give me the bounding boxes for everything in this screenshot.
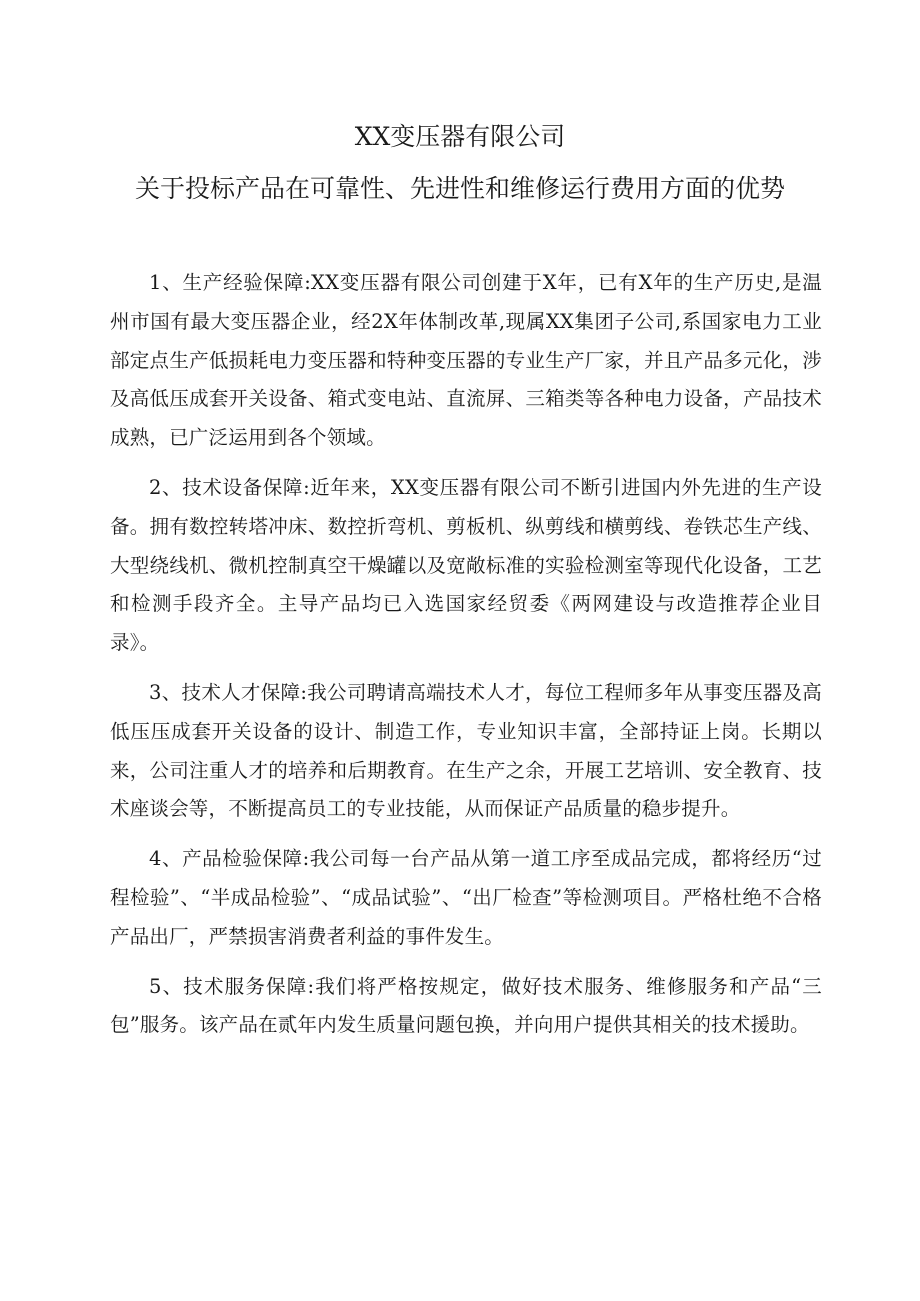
paragraph-technical-equipment: 2、技术设备保障:近年来，XX变压器有限公司不断引进国内外先进的生产设备。拥有数控转塔冲床、数控折弯机、剪板机、纵剪线和横剪线、卷铁芯生产线、大型绕线机、微机控制真空干燥罐以及宽敞标准的实验检测室等现代化设备，工艺和检测手段齐全。主导产品均已入选国家经贸委《两网建设与改造推荐企业目录》。: [110, 475, 822, 655]
document-title: XX变压器有限公司: [354, 122, 566, 151]
paragraph-product-inspection: 4、产品检验保障:我公司每一台产品从第一道工序至成品完成，都将经历“过程检验”、“半成品检验”、“成品试验”、“出厂检查”等检测项目。严格杜绝不合格产品出厂，严禁损害消费者利益的事件发生。: [110, 847, 822, 948]
paragraph-technical-service: 5、技术服务保障:我们将严格按规定，做好技术服务、维修服务和产品“三包”服务。该产品在贰年内发生质量问题包换，并向用户提供其相关的技术援助。: [110, 974, 822, 1037]
paragraph-technical-talent: 3、技术人才保障:我公司聘请高端技术人才，每位工程师多年从事变压器及高低压压成套开关设备的设计、制造工作，专业知识丰富，全部持证上岗。长期以来，公司注重人才的培养和后期教育。在生产之余，开展工艺培训、安全教育、技术座谈会等，不断提高员工的专业技能，从而保证产品质量的稳步提升。: [110, 680, 822, 821]
document-subtitle: 关于投标产品在可靠性、先进性和维修运行费用方面的优势: [134, 174, 785, 203]
document-body: [110, 264, 822, 1056]
paragraph-production-experience: 1、生产经验保障:XX变压器有限公司创建于X年，已有X年的生产历史,是温州市国有最大变压器企业，经2X年体制改革,现属XX集团子公司,系国家电力工业部定点生产低损耗电力变压器和特种变压器的专业生产厂家，并且产品多元化，涉及高低压成套开关设备、箱式变电站、直流屏、三箱类等各种电力设备，产品技术成熟，已广泛运用到各个领域。: [110, 271, 822, 450]
